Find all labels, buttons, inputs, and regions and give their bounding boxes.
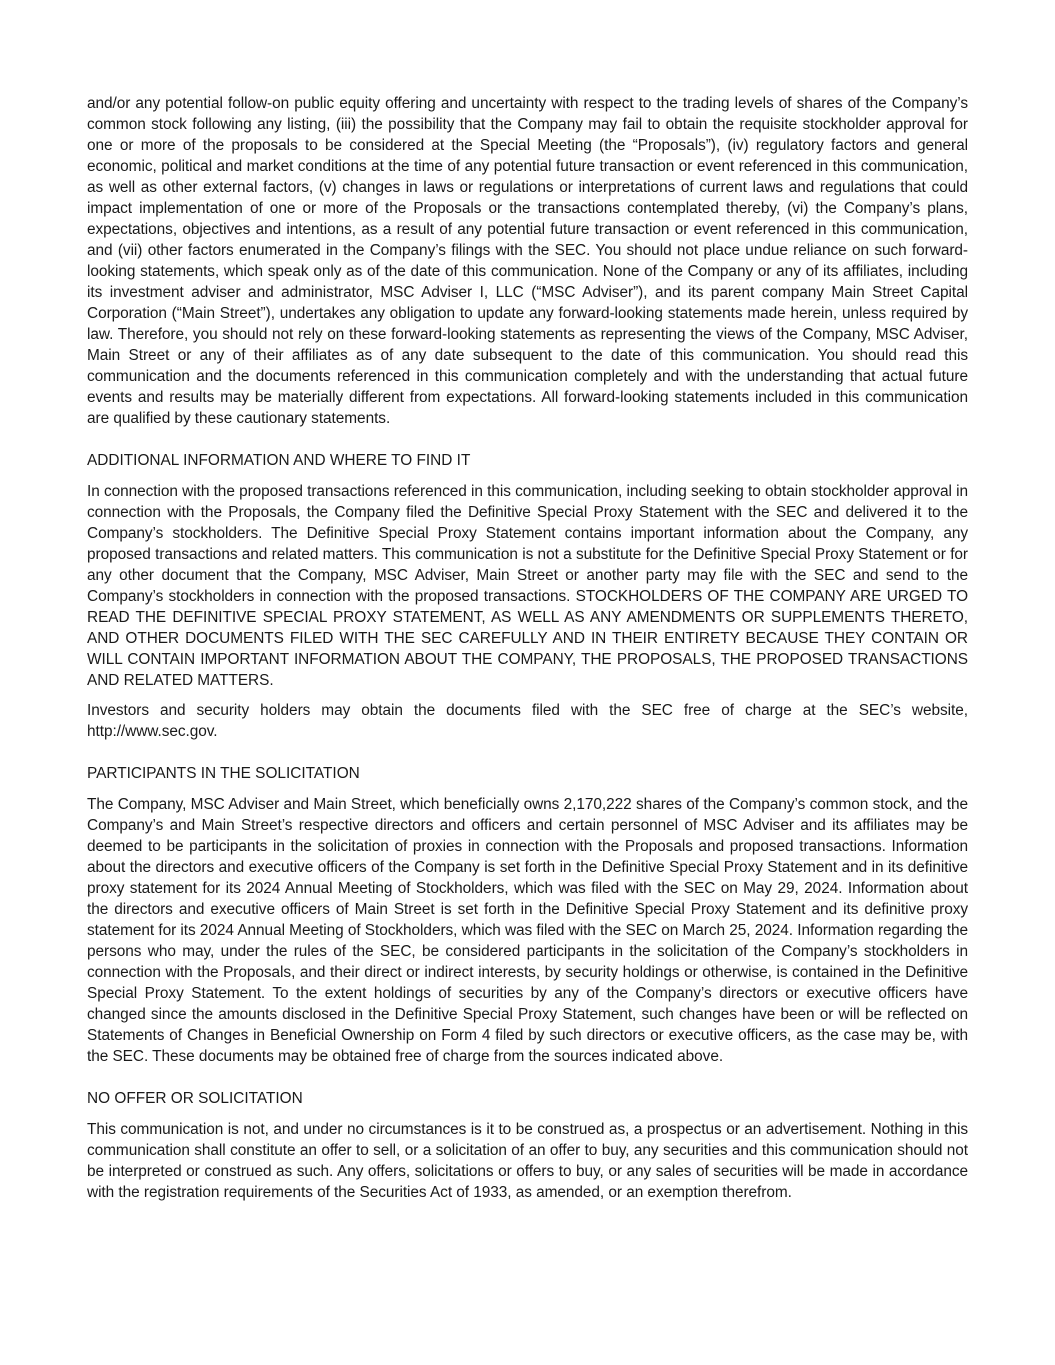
intro-paragraph: and/or any potential follow-on public equity offering and uncertainty with respect to the trading levels of shares of the Company’s common stock following any listing, (iii) the possibility that the Company may fail to obtain the requisite stockholder approval for one or more of the proposals to be considered at the Special Meeting (the “Proposals”), (iv) regulatory factors and general economic, political and market conditions at the time of any potential future transaction or event referenced in this communication, as well as other external factors, (v) changes in laws or regulations or interpretations of current laws and regulations that could impact implementation of one or more of the Proposals or the transactions contemplated thereby, (vi) the Company’s plans, expectations, objectives and intentions, as a result of any potential future transaction or event referenced in this communication, and (vii) other factors enumerated in the Company’s filings with the SEC. You should not place undue reliance on such forward-looking statements, which speak only as of the date of this communication. None of the Company or any of its affiliates, including its investment adviser and administrator, MSC Adviser I, LLC (“MSC Adviser”), and its parent company Main Street Capital Corporation (“Main Street”), undertakes any obligation to update any forward-looking statements made herein, unless required by law. Therefore, you should not rely on these forward-looking statements as representing the views of the Company, MSC Adviser, Main Street or any of their affiliates as of any date subsequent to the date of this communication. You should read this communication and the documents referenced in this communication completely and with the understanding that actual future events and results may be materially different from expectations. All forward-looking statements included in this communication are qualified by these cautionary statements. <box>87 95 968 427</box>
no-offer-paragraph: This communication is not, and under no circumstances is it to be construed as, a prospectus or an advertisement. Nothing in this communication shall constitute an offer to sell, or a solicitation of an offer to buy, any securities and this communication should not be interpreted or construed as such. Any offers, solicitations or offers to buy, or any sales of securities will be made in accordance with the registration requirements of the Securities Act of 1933, as amended, or an exemption therefrom. <box>87 1121 968 1201</box>
document-page <box>87 93 968 1212</box>
section-heading-additional-information: ADDITIONAL INFORMATION AND WHERE TO FIND IT <box>87 452 471 469</box>
section-heading-participants: PARTICIPANTS IN THE SOLICITATION <box>87 765 360 782</box>
additional-information-paragraph: In connection with the proposed transactions referenced in this communication, including seeking to obtain stockholder approval in connection with the Proposals, the Company filed the Definitive Special Proxy Statement with the SEC and delivered it to the Company’s stockholders. The Definitive Special Proxy Statement contains important information about the Company, any proposed transactions and related matters. This communication is not a substitute for the Definitive Special Proxy Statement or for any other document that the Company, MSC Adviser, Main Street or another party may file with the SEC and send to the Company’s stockholders in connection with the proposed transactions. STOCKHOLDERS OF THE COMPANY ARE URGED TO READ THE DEFINITIVE SPECIAL PROXY STATEMENT, AS WELL AS ANY AMENDMENTS OR SUPPLEMENTS THERETO, AND OTHER DOCUMENTS FILED WITH THE SEC CAREFULLY AND IN THEIR ENTIRETY BECAUSE THEY CONTAIN OR WILL CONTAIN IMPORTANT INFORMATION ABOUT THE COMPANY, THE PROPOSALS, THE PROPOSED TRANSACTIONS AND RELATED MATTERS. <box>87 483 968 689</box>
participants-paragraph: The Company, MSC Adviser and Main Street, which beneficially owns 2,170,222 shares of the Company’s common stock, and the Company’s and Main Street’s respective directors and officers and certain personnel of MSC Adviser and its affiliates may be deemed to be participants in the solicitation of proxies in connection with the Proposals and proposed transactions. Information about the directors and executive officers of the Company is set forth in the Definitive Special Proxy Statement and in its definitive proxy statement for its 2024 Annual Meeting of Stockholders, which was filed with the SEC on May 29, 2024. Information about the directors and executive officers of Main Street is set forth in the Definitive Special Proxy Statement and its definitive proxy statement for its 2024 Annual Meeting of Stockholders, which was filed with the SEC on March 25, 2024. Information regarding the persons who may, under the rules of the SEC, be considered participants in the solicitation of the Company’s stockholders in connection with the Proposals, and their direct or indirect interests, by security holdings or otherwise, is contained in the Definitive Special Proxy Statement. To the extent holdings of securities by any of the Company’s directors or executive officers have changed since the amounts disclosed in the Definitive Special Proxy Statement, such changes have been or will be reflected on Statements of Changes in Beneficial Ownership on Form 4 filed by such directors or executive officers, as the case may be, with the SEC. These documents may be obtained free of charge from the sources indicated above. <box>87 796 968 1065</box>
sec-website-paragraph: Investors and security holders may obtain the documents filed with the SEC free of charge at the SEC’s website, http://www.sec.gov. <box>87 702 968 740</box>
section-heading-no-offer: NO OFFER OR SOLICITATION <box>87 1090 303 1107</box>
